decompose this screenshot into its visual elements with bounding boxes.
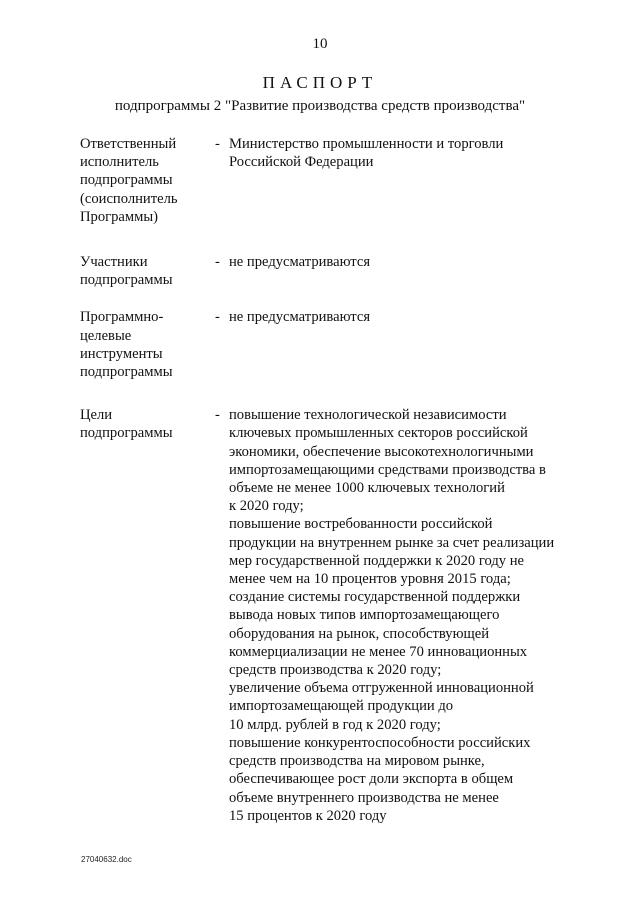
label-line: подпрограммы	[80, 272, 173, 289]
row-participants	[80, 253, 580, 289]
value-line: 10 млрд. рублей в год к 2020 году;	[229, 716, 441, 733]
label-line: исполнитель	[80, 154, 159, 171]
value-line: к 2020 году;	[229, 498, 304, 515]
label-line: инструменты	[80, 345, 163, 362]
page-number: 10	[312, 36, 328, 52]
row-dash: -	[215, 407, 220, 424]
value-line: создание системы государственной поддержки	[229, 589, 521, 606]
value-line: средств производства к 2020 году;	[229, 662, 442, 679]
row-goals	[80, 406, 580, 825]
value-line: объеме не менее 1000 ключевых технологий	[229, 480, 505, 497]
value-line: повышение востребованности российской	[229, 516, 493, 533]
row-value	[229, 135, 580, 226]
row-label	[80, 253, 215, 289]
value-line: продукции на внутреннем рынке за счет реализации	[229, 534, 555, 551]
row-dash: -	[215, 136, 220, 152]
value-line: обеспечивающее рост доли экспорта в общем	[229, 771, 514, 788]
label-line: подпрограммы	[80, 425, 173, 442]
row-label	[80, 135, 215, 226]
passport-table	[80, 135, 580, 825]
label-line: подпрограммы	[80, 172, 173, 189]
value-line: не предусматриваются	[229, 309, 371, 326]
value-line: не предусматриваются	[229, 254, 371, 271]
row-dash: -	[215, 254, 220, 271]
label-line: (соисполнитель	[80, 190, 178, 207]
page-title: ПАСПОРТ	[262, 73, 378, 92]
row-dash: -	[215, 309, 220, 326]
row-program-tools	[80, 308, 580, 381]
row-label	[80, 308, 215, 381]
label-line: Программно-	[80, 309, 164, 326]
value-line: повышение конкурентоспособности российских	[229, 734, 531, 751]
row-label	[80, 406, 215, 825]
row-value	[229, 253, 580, 289]
label-line: Участники	[80, 254, 148, 271]
value-line: повышение технологической независимости	[229, 407, 507, 424]
value-line: объеме внутреннего производства не менее	[229, 789, 499, 806]
page-subtitle: подпрограммы 2 "Развитие производства средств производства"	[114, 98, 526, 114]
row-value	[229, 406, 580, 825]
value-line: вывода новых типов импортозамещающего	[229, 607, 500, 624]
value-line: увеличение объема отгруженной инновационной	[229, 680, 534, 697]
value-line: импортозамещающими средствами производства в	[229, 461, 546, 478]
label-line: целевые	[80, 327, 132, 344]
row-value	[229, 308, 580, 381]
label-line: Программы)	[80, 208, 159, 225]
value-line: 15 процентов к 2020 году	[229, 807, 387, 824]
row-responsible-executor	[80, 135, 580, 226]
value-line: Российской Федерации	[229, 154, 374, 171]
document-code: 27040632.doc	[81, 855, 132, 864]
label-line: Ответственный	[80, 136, 177, 152]
value-line: оборудования на рынок, способствующей	[229, 625, 490, 642]
value-line: менее чем на 10 процентов уровня 2015 года;	[229, 571, 511, 588]
value-line: экономики, обеспечение высокотехнологичными	[229, 443, 534, 460]
value-line: коммерциализации не менее 70 инновационных	[229, 643, 528, 660]
value-line: мер государственной поддержки к 2020 году не	[229, 552, 524, 569]
value-line: импортозамещающей продукции до	[229, 698, 454, 715]
label-line: подпрограммы	[80, 364, 173, 381]
value-line: Министерство промышленности и торговли	[229, 136, 504, 152]
value-line: ключевых промышленных секторов российской	[229, 425, 528, 442]
label-line: Цели	[80, 407, 113, 424]
value-line: средств производства на мировом рынке,	[229, 753, 485, 770]
